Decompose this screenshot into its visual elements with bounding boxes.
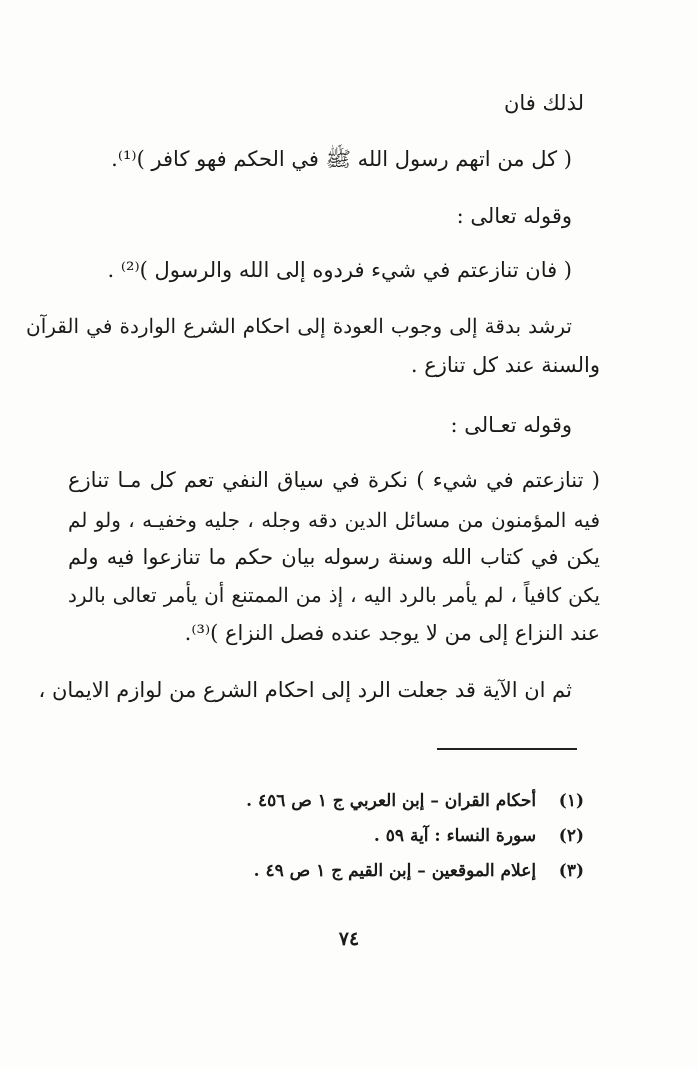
text-line-2: ( كل من اتهم رسول الله ﷺ في الحكم فهو كافر )⁽¹⁾.: [111, 147, 572, 171]
footnote-separator: [437, 748, 577, 750]
footnote-number: (١): [558, 791, 584, 811]
footnote-text: أحكام القران – إبن العربي ج ١ ص ٤٥٦ .: [246, 791, 537, 811]
footnote-3: [254, 858, 584, 884]
footnote-text: إعلام الموقعين – إبن القيم ج ١ ص ٤٩ .: [253, 861, 537, 881]
text-line-5: ترشد بدقة إلى وجوب العودة إلى احكام الشرع الواردة في القرآن: [26, 314, 572, 338]
text-line-13: ثم ان الآية قد جعلت الرد إلى احكام الشرع من لوازم الايمان ،: [38, 678, 572, 702]
text-line-12: عند النزاع إلى من لا يوجد عنده فصل النزاع )⁽³⁾.: [184, 621, 600, 645]
text-line-10: يكن في كتاب الله وسنة رسوله بيان حكم ما تنازعوا فيه ولم: [68, 545, 600, 569]
text-line-6: والسنة عند كل تنازع .: [410, 353, 600, 377]
text-line-11: يكن كافياً ، لم يأمر بالرد اليه ، إذ من الممتنع أن يأمر تعالى بالرد: [68, 583, 600, 607]
text-line-4: ( فان تنازعتم في شيء فردوه إلى الله والرسول )⁽²⁾ .: [107, 258, 572, 282]
text-line-3: وقوله تعالى :: [456, 204, 572, 228]
footnote-text: سورة النساء : آية ٥٩ .: [373, 826, 537, 846]
text-line-8: ( تنازعتم في شيء ) نكرة في سياق النفي تعم كل مـا تنازع: [68, 468, 600, 492]
footnote-1: [246, 788, 584, 814]
text-line-9: فيه المؤمنون من مسائل الدين دقه وجله ، جليه وخفيـه ، ولو لم: [68, 508, 600, 532]
text-line-7: وقوله تعـالى :: [450, 413, 572, 437]
page-number: ٧٤: [338, 928, 360, 950]
footnote-number: (٣): [558, 861, 584, 881]
footnote-2: [374, 823, 584, 849]
text-line-1: لذلك فان: [503, 91, 584, 115]
footnote-number: (٢): [558, 826, 584, 846]
